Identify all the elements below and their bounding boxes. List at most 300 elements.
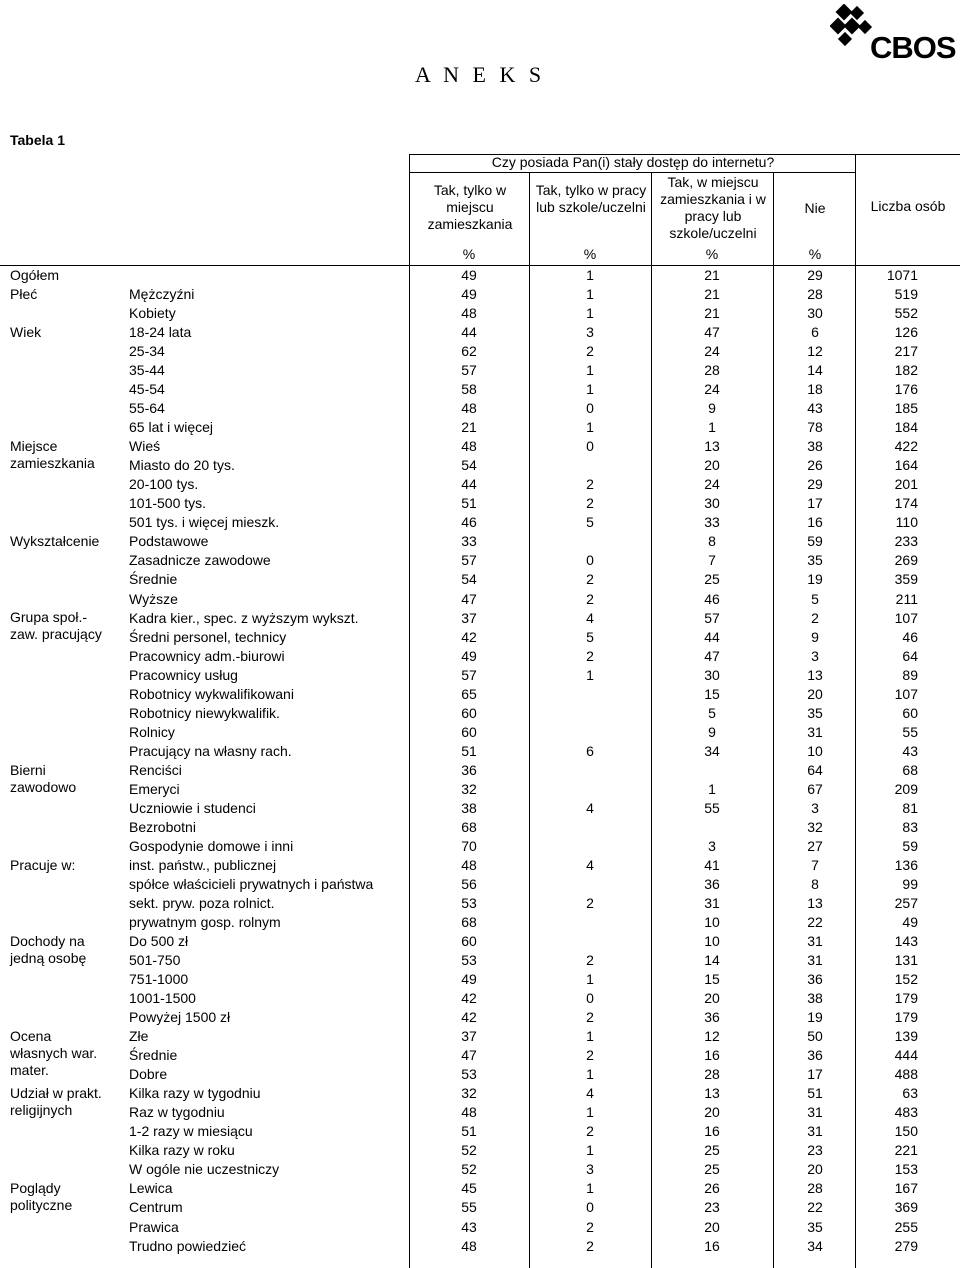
- row-label: Renciści: [129, 761, 182, 778]
- group-label: Płeć: [10, 286, 38, 302]
- table-cell: 552: [894, 305, 918, 322]
- table-cell: 2: [586, 894, 594, 911]
- table-row: [0, 513, 960, 532]
- table-cell: 43: [461, 1218, 477, 1235]
- table-cell: 57: [461, 362, 477, 379]
- table-cell: 50: [807, 1028, 823, 1045]
- row-label: Zasadnicze zawodowe: [129, 552, 271, 569]
- row-label: Emeryci: [129, 780, 180, 797]
- table-cell: 27: [807, 837, 823, 854]
- table-cell: 32: [461, 1085, 477, 1102]
- table-row: [0, 418, 960, 437]
- table-row: [0, 456, 960, 475]
- table-cell: 44: [461, 476, 477, 493]
- table-cell: 35: [807, 704, 823, 721]
- table-cell: 1: [586, 305, 594, 322]
- table-cell: 139: [894, 1028, 918, 1045]
- table-row: [0, 894, 960, 913]
- table-cell: 1: [586, 1180, 594, 1197]
- table-cell: 211: [895, 590, 918, 607]
- table-row: [0, 875, 960, 894]
- table-row: [0, 818, 960, 837]
- table-row: [0, 342, 960, 361]
- table-cell: 184: [894, 419, 918, 436]
- table-cell: 31: [807, 1123, 823, 1140]
- header-col-5: Liczba osób: [870, 198, 946, 214]
- table-cell: 179: [894, 1009, 918, 1026]
- table-cell: 21: [461, 419, 477, 436]
- table-cell: 255: [894, 1218, 918, 1235]
- row-label: Kobiety: [129, 305, 176, 322]
- row-label: 18-24 lata: [129, 324, 192, 341]
- table-cell: 30: [704, 666, 720, 683]
- table-cell: 20: [807, 1161, 823, 1178]
- table-cell: 2: [586, 1047, 594, 1064]
- table-cell: 152: [894, 971, 918, 988]
- table-cell: 28: [704, 1066, 720, 1083]
- table-cell: 36: [461, 761, 477, 778]
- table-cell: 14: [704, 952, 720, 969]
- table-cell: 29: [807, 267, 823, 283]
- table-cell: 25: [704, 1161, 720, 1178]
- table-cell: 13: [807, 894, 823, 911]
- table-cell: 48: [461, 856, 477, 873]
- table-row: [0, 437, 960, 456]
- table-cell: 55: [461, 1199, 477, 1216]
- table-cell: 62: [461, 343, 477, 360]
- table-cell: 21: [704, 267, 720, 283]
- table-cell: 20: [807, 685, 823, 702]
- table-cell: 14: [807, 362, 823, 379]
- row-label: Raz w tygodniu: [129, 1104, 225, 1121]
- table-cell: 174: [894, 495, 918, 512]
- table-cell: 22: [807, 1199, 823, 1216]
- table-row: [0, 494, 960, 513]
- table-cell: 49: [461, 286, 477, 303]
- table-cell: 0: [586, 438, 594, 455]
- table-row: [0, 951, 960, 970]
- row-label: W ogóle nie uczestniczy: [129, 1161, 280, 1178]
- table-row: [0, 685, 960, 704]
- table-cell: 54: [461, 457, 477, 474]
- row-label: Pracujący na własny rach.: [129, 742, 292, 759]
- table-cell: 65: [461, 685, 477, 702]
- table-cell: 83: [902, 818, 918, 835]
- table-cell: 47: [704, 324, 720, 341]
- row-label: 1-2 razy w miesiącu: [129, 1123, 253, 1140]
- table-cell: 10: [807, 742, 823, 759]
- table-row: [0, 666, 960, 685]
- table-row: [0, 323, 960, 342]
- table-cell: 221: [894, 1142, 918, 1159]
- table-cell: 36: [807, 1047, 823, 1064]
- table-cell: 1: [586, 1104, 594, 1121]
- table-row: [0, 1179, 960, 1198]
- unit-col-2: %: [583, 246, 597, 262]
- table-cell: 2: [586, 1123, 594, 1140]
- table-cell: 3: [811, 799, 819, 816]
- table-cell: 257: [894, 894, 918, 911]
- table-row: [0, 742, 960, 761]
- table-cell: 99: [902, 875, 918, 892]
- table-label: Tabela 1: [10, 132, 65, 148]
- table-cell: 89: [902, 666, 918, 683]
- table-cell: 2: [586, 1237, 594, 1254]
- table-cell: 60: [461, 704, 477, 721]
- table-cell: 26: [704, 1180, 720, 1197]
- table-cell: 21: [704, 286, 720, 303]
- table-cell: 31: [807, 952, 823, 969]
- table-cell: 54: [461, 571, 477, 588]
- table-cell: 7: [708, 552, 716, 569]
- row-label: Wyższe: [129, 590, 178, 607]
- table-cell: 16: [704, 1123, 720, 1140]
- table-cell: 49: [461, 971, 477, 988]
- table-cell: 16: [704, 1237, 720, 1254]
- table-cell: 28: [704, 362, 720, 379]
- table-cell: 41: [704, 856, 720, 873]
- table-cell: 2: [586, 571, 594, 588]
- table-row: [0, 1160, 960, 1179]
- row-label: Prawica: [129, 1218, 179, 1235]
- table-row: [0, 1046, 960, 1065]
- table-cell: 57: [461, 552, 477, 569]
- table-cell: 81: [902, 799, 918, 816]
- table-cell: 2: [586, 343, 594, 360]
- table-row: [0, 1198, 960, 1217]
- table-cell: 42: [461, 990, 477, 1007]
- row-label: sekt. pryw. poza rolnict.: [129, 894, 275, 911]
- table-cell: 31: [807, 933, 823, 950]
- table-cell: 58: [461, 381, 477, 398]
- row-label: Średnie: [129, 571, 178, 588]
- table-cell: 46: [461, 514, 477, 531]
- group-label: Udział w prakt. religijnych: [10, 1085, 102, 1118]
- table-cell: 1: [586, 666, 594, 683]
- table-row: [0, 970, 960, 989]
- table-row: [0, 266, 960, 285]
- table-cell: 46: [902, 628, 918, 645]
- table-row: [0, 399, 960, 418]
- table-cell: 13: [704, 1085, 720, 1102]
- table-cell: 30: [704, 495, 720, 512]
- table-row: [0, 628, 960, 647]
- table-cell: 1071: [886, 267, 918, 283]
- table-cell: 57: [704, 609, 720, 626]
- table-cell: 1: [586, 971, 594, 988]
- logo-text: CBOS: [870, 30, 956, 65]
- table-row: [0, 1008, 960, 1027]
- group-label: Bierni zawodowo: [10, 762, 77, 795]
- row-label: Uczniowie i studenci: [129, 799, 256, 816]
- table-cell: 23: [807, 1142, 823, 1159]
- table-row: [0, 475, 960, 494]
- table-cell: 1: [586, 267, 594, 283]
- table-cell: 143: [894, 933, 918, 950]
- table-cell: 42: [461, 1009, 477, 1026]
- table-row: [0, 609, 960, 628]
- table-cell: 1: [708, 780, 716, 797]
- table-cell: 5: [586, 628, 594, 645]
- table-cell: 38: [807, 438, 823, 455]
- table-row: [0, 647, 960, 666]
- table-cell: 1: [586, 381, 594, 398]
- table-row: [0, 704, 960, 723]
- table-cell: 28: [807, 1180, 823, 1197]
- row-label: Mężczyźni: [129, 286, 195, 303]
- row-label: inst. państw., publicznej: [129, 856, 277, 873]
- table-row: [0, 723, 960, 742]
- table-row: [0, 590, 960, 609]
- table-cell: 35: [807, 552, 823, 569]
- table-cell: 16: [704, 1047, 720, 1064]
- table-cell: 13: [704, 438, 720, 455]
- table-cell: 30: [807, 305, 823, 322]
- table-cell: 45: [461, 1180, 477, 1197]
- table-cell: 15: [704, 685, 720, 702]
- table-cell: 60: [902, 704, 918, 721]
- table-cell: 1: [586, 1142, 594, 1159]
- table-cell: 51: [461, 742, 477, 759]
- table-cell: 107: [894, 685, 918, 702]
- table-cell: 12: [807, 343, 823, 360]
- table-cell: 47: [461, 1047, 477, 1064]
- table-cell: 21: [704, 305, 720, 322]
- table-cell: 8: [708, 533, 716, 550]
- table-cell: 20: [704, 990, 720, 1007]
- group-label: Wiek: [10, 324, 42, 340]
- table-cell: 63: [902, 1085, 918, 1102]
- table-cell: 0: [586, 552, 594, 569]
- table-cell: 2: [586, 590, 594, 607]
- table-cell: 2: [586, 1009, 594, 1026]
- table-cell: 49: [461, 647, 477, 664]
- table-row: [0, 989, 960, 1008]
- table-cell: 34: [807, 1237, 823, 1254]
- row-label: Do 500 zł: [129, 933, 189, 950]
- table-cell: 279: [894, 1237, 918, 1254]
- table-cell: 5: [811, 590, 819, 607]
- page-title: A N E K S: [414, 62, 546, 87]
- row-label: 55-64: [129, 400, 165, 417]
- table-cell: 55: [902, 723, 918, 740]
- table-cell: 38: [807, 990, 823, 1007]
- table-cell: 48: [461, 1237, 477, 1254]
- table-cell: 47: [461, 590, 477, 607]
- row-label: Złe: [129, 1028, 149, 1045]
- table-cell: 18: [807, 381, 823, 398]
- table-cell: 126: [894, 324, 918, 341]
- table-cell: 46: [704, 590, 720, 607]
- row-label: Średni personel, technicy: [129, 628, 287, 645]
- header-question: Czy posiada Pan(i) stały dostęp do internetu?: [491, 154, 775, 170]
- table-cell: 110: [895, 514, 918, 531]
- table-cell: 29: [807, 476, 823, 493]
- row-label: Trudno powiedzieć: [129, 1237, 246, 1254]
- table-cell: 56: [461, 875, 477, 892]
- row-label: 45-54: [129, 381, 165, 398]
- table-cell: 24: [704, 343, 720, 360]
- table-cell: 20: [704, 1104, 720, 1121]
- table-cell: 24: [704, 381, 720, 398]
- row-label: 501-750: [129, 952, 181, 969]
- row-label: 751-1000: [129, 971, 189, 988]
- table-cell: 15: [704, 971, 720, 988]
- table-cell: 3: [586, 324, 594, 341]
- row-label: Pracownicy usług: [129, 666, 238, 683]
- row-label: Gospodynie domowe i inni: [129, 837, 294, 854]
- table-cell: 185: [894, 400, 918, 417]
- table-cell: 4: [586, 799, 594, 816]
- table-cell: 10: [704, 914, 720, 931]
- row-label: 101-500 tys.: [129, 495, 207, 512]
- row-label: Dobre: [129, 1066, 168, 1083]
- table-cell: 519: [894, 286, 918, 303]
- table-row: [0, 1218, 960, 1237]
- table-cell: 483: [894, 1104, 918, 1121]
- table-cell: 68: [461, 914, 477, 931]
- table-cell: 25: [704, 1142, 720, 1159]
- table-cell: 2: [586, 647, 594, 664]
- table-cell: 20: [704, 457, 720, 474]
- table-cell: 1: [708, 419, 716, 436]
- row-label: 20-100 tys.: [129, 476, 199, 493]
- table-cell: 68: [461, 818, 477, 835]
- table-cell: 51: [461, 1123, 477, 1140]
- table-cell: 10: [704, 933, 720, 950]
- table-cell: 31: [807, 723, 823, 740]
- table-row: [0, 361, 960, 380]
- table-cell: 48: [461, 400, 477, 417]
- table-cell: 12: [704, 1028, 720, 1045]
- table-row: [0, 380, 960, 399]
- table-cell: 6: [586, 742, 594, 759]
- table-cell: 131: [894, 952, 918, 969]
- table-row: [0, 1103, 960, 1122]
- table-cell: 55: [704, 799, 720, 816]
- row-label: 35-44: [129, 362, 165, 379]
- table-row: [0, 761, 960, 780]
- table-cell: 64: [902, 647, 918, 664]
- table-cell: 67: [807, 780, 823, 797]
- table-cell: 32: [461, 780, 477, 797]
- table-row: [0, 1122, 960, 1141]
- row-label: Wieś: [129, 438, 161, 455]
- row-label: Rolnicy: [129, 723, 175, 740]
- table-cell: 16: [807, 514, 823, 531]
- table-cell: 1: [586, 1028, 594, 1045]
- row-label: Kilka razy w roku: [129, 1142, 235, 1159]
- table-cell: 1: [586, 419, 594, 436]
- table-cell: 488: [894, 1066, 918, 1083]
- table-cell: 32: [807, 818, 823, 835]
- row-label: Robotnicy niewykwalifik.: [129, 704, 280, 721]
- table-row: [0, 1027, 960, 1046]
- table-cell: 164: [894, 457, 918, 474]
- table-cell: 201: [894, 476, 918, 493]
- table-cell: 3: [811, 647, 819, 664]
- row-label: spółce właścicieli prywatnych i państwa: [129, 875, 374, 892]
- row-label: 1001-1500: [129, 990, 196, 1007]
- table-cell: 64: [807, 761, 823, 778]
- table-cell: 9: [708, 400, 716, 417]
- table-cell: 1: [586, 286, 594, 303]
- table-cell: 51: [807, 1085, 823, 1102]
- table-cell: 19: [807, 571, 823, 588]
- table-row: [0, 304, 960, 323]
- table-cell: 28: [807, 286, 823, 303]
- row-label: 501 tys. i więcej mieszk.: [129, 514, 280, 531]
- table-cell: 43: [902, 742, 918, 759]
- table-cell: 31: [704, 894, 720, 911]
- table-cell: 422: [894, 438, 918, 455]
- row-label: Bezrobotni: [129, 818, 196, 835]
- table-cell: 48: [461, 438, 477, 455]
- row-label: prywatnym gosp. rolnym: [129, 914, 281, 931]
- table-cell: 136: [894, 856, 918, 873]
- unit-col-4: %: [808, 246, 822, 262]
- table-row: [0, 532, 960, 551]
- table-cell: 4: [586, 1085, 594, 1102]
- table-cell: 2: [586, 952, 594, 969]
- header-col-2: Tak, tylko w pracy lub szkole/uczelni: [535, 182, 647, 215]
- table-cell: 0: [586, 1199, 594, 1216]
- table-cell: 9: [811, 628, 819, 645]
- row-label: Centrum: [129, 1199, 183, 1216]
- group-label: Miejsce zamieszkania: [10, 438, 95, 471]
- table-row: [0, 913, 960, 932]
- table-cell: 2: [586, 495, 594, 512]
- table-cell: 5: [708, 704, 716, 721]
- table-cell: 1: [586, 362, 594, 379]
- table-cell: 150: [894, 1123, 918, 1140]
- table-cell: 48: [461, 305, 477, 322]
- table-cell: 20: [704, 1218, 720, 1235]
- table-cell: 33: [461, 533, 477, 550]
- table-cell: 37: [461, 609, 477, 626]
- table-cell: 47: [704, 647, 720, 664]
- table-row: [0, 1237, 960, 1256]
- table-cell: 78: [807, 419, 823, 436]
- table-cell: 49: [902, 914, 918, 931]
- table-cell: 369: [894, 1199, 918, 1216]
- table-cell: 2: [811, 609, 819, 626]
- table-cell: 60: [461, 723, 477, 740]
- table-cell: 233: [894, 533, 918, 550]
- table-row: [0, 570, 960, 589]
- table-cell: 2: [586, 476, 594, 493]
- table-cell: 153: [894, 1161, 918, 1178]
- table-cell: 53: [461, 894, 477, 911]
- table-cell: 179: [894, 990, 918, 1007]
- table-cell: 37: [461, 1028, 477, 1045]
- table-cell: 57: [461, 666, 477, 683]
- row-label: Kadra kier., spec. z wyższym wykszt.: [129, 609, 359, 626]
- row-label: Średnie: [129, 1047, 178, 1064]
- table-cell: 0: [586, 400, 594, 417]
- table-cell: 269: [894, 552, 918, 569]
- table-cell: 70: [461, 837, 477, 854]
- table-cell: 36: [704, 1009, 720, 1026]
- table-cell: 359: [894, 571, 918, 588]
- unit-col-3: %: [705, 246, 719, 262]
- table-cell: 49: [461, 267, 477, 283]
- row-label: Kilka razy w tygodniu: [129, 1085, 261, 1102]
- row-label: 25-34: [129, 343, 165, 360]
- table-cell: 176: [894, 381, 918, 398]
- table-cell: 60: [461, 933, 477, 950]
- table-cell: 25: [704, 571, 720, 588]
